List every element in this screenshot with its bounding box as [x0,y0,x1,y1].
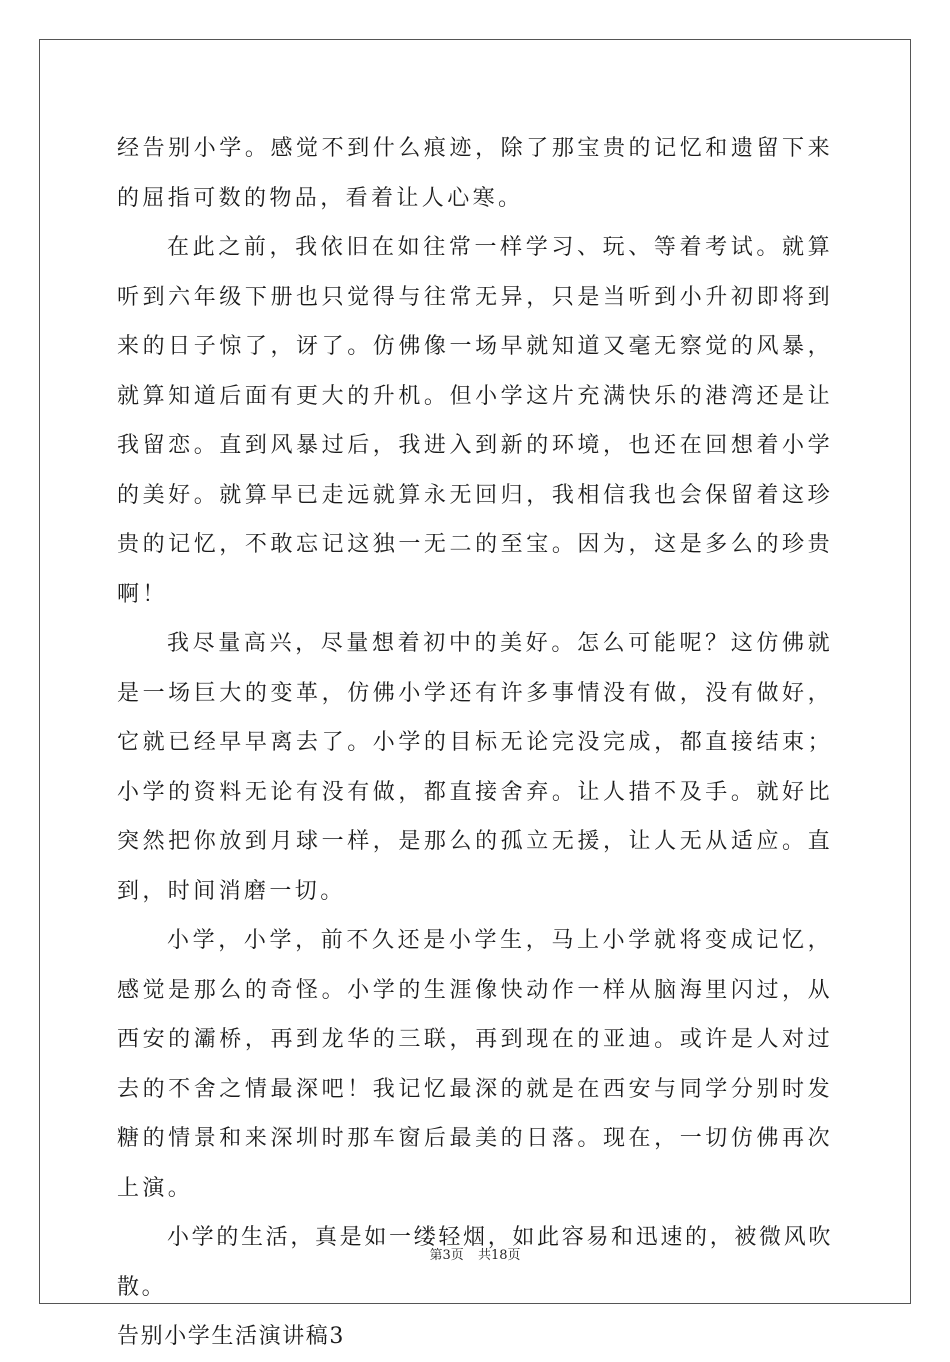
paragraph-2: 在此之前，我依旧在如往常一样学习、玩、等着考试。就算听到六年级下册也只觉得与往常无异，只是当听到小升初即将到来的日子惊了，讶了。仿佛像一场早就知道又毫无察觉的风暴，就算知道后面有更大的升机。但小学这片充满快乐的港湾还是让我留恋。直到风暴过后，我进入到新的环境，也还在回想着小学的美好。就算早已走远就算永无回归，我相信我也会保留着这珍贵的记忆，不敢忘记这独一无二的至宝。因为，这是多么的珍贵啊！ [117,235,833,607]
paragraph-4: 小学，小学，前不久还是小学生，马上小学就将变成记忆，感觉是那么的奇怪。小学的生涯像快动作一样从脑海里闪过，从西安的灞桥，再到龙华的三联，再到现在的亚迪。或许是人对过去的不舍之情最深吧！我记忆最深的就是在西安与同学分别时发糖的情景和来深圳时那车窗后最美的日落。现在，一切仿佛再次上演。 [117,928,833,1201]
page-total: 共18页 [477,1248,521,1263]
document-body [117,124,833,1362]
page-number: 第3页 [429,1248,464,1263]
page-footer [0,1244,950,1263]
paragraph-3: 我尽量高兴，尽量想着初中的美好。怎么可能呢？这仿佛就是一场巨大的变革，仿佛小学还有许多事情没有做，没有做好，它就已经早早离去了。小学的目标无论完没完成，都直接结束；小学的资料无论有没有做，都直接舍弃。让人措不及手。就好比突然把你放到月球一样，是那么的孤立无援，让人无从适应。直到，时间消磨一切。 [117,631,833,904]
paragraph-1: 经告别小学。感觉不到什么痕迹，除了那宝贵的记忆和遗留下来的屈指可数的物品，看着让人心寒。 [117,136,833,211]
paragraph-5: 小学的生活，真是如一缕轻烟，如此容易和迅速的，被微风吹散。 [117,1225,833,1300]
section-heading: 告别小学生活演讲稿3 [117,1324,345,1349]
